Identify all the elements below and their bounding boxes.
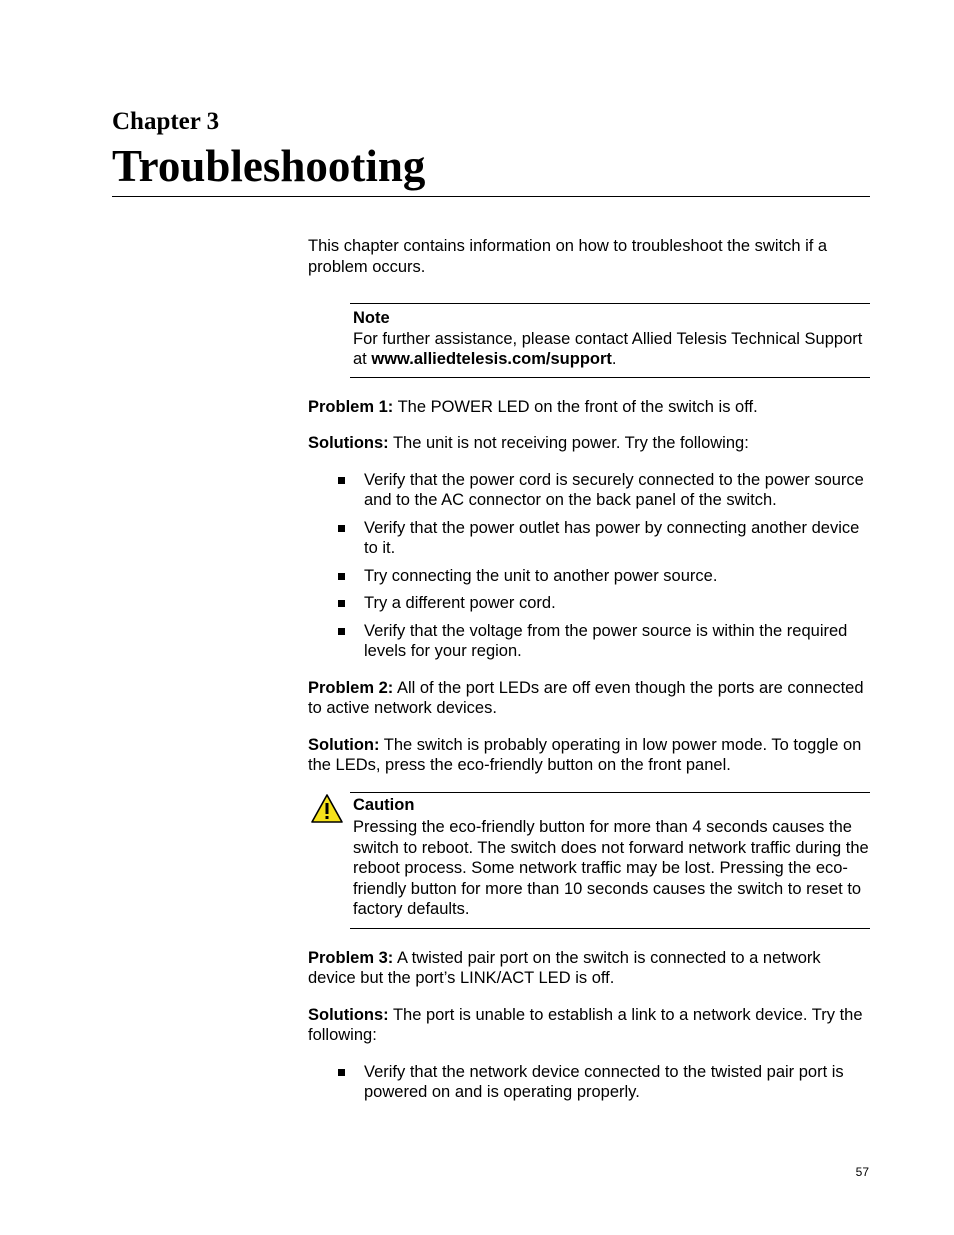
problem-1-bullets (308, 470, 870, 662)
problem-1 (308, 397, 870, 418)
chapter-label: Chapter 3 (112, 108, 220, 135)
problem-3-solution-text: The port is unable to establish a link to a network device. Try the following: (308, 1005, 863, 1044)
note-text-after: . (611, 350, 617, 368)
problem-1-solution-label: Solutions: (308, 434, 389, 452)
list-item-text: Verify that the power cord is securely connected to the power source and to the AC connector on the back panel of the switch. (364, 470, 864, 509)
list-item-text: Verify that the network device connected to the twisted pair port is powered on and is operating properly. (364, 1062, 844, 1101)
list-item (308, 621, 870, 662)
problem-3-text: A twisted pair port on the switch is connected to a network device but the port’s LINK/ACT LED is off. (308, 948, 821, 987)
problem-3-label: Problem 3: (308, 948, 394, 967)
note-title: Note (353, 309, 390, 327)
problem-2 (308, 678, 870, 719)
bullet-square-icon (338, 573, 345, 580)
problem-3-solution (308, 1005, 870, 1046)
list-item-text: Try a different power cord. (364, 594, 556, 612)
list-item (308, 593, 870, 614)
bullet-square-icon (338, 1069, 345, 1076)
list-item (308, 566, 870, 587)
problem-2-text: All of the port LEDs are off even though the ports are connected to active network devices. (308, 678, 864, 717)
problem-1-label: Problem 1: (308, 397, 394, 416)
problem-3-solution-label: Solutions: (308, 1005, 389, 1024)
intro-paragraph: This chapter contains information on how to troubleshoot the switch if a problem occurs. (308, 237, 828, 276)
list-item (308, 470, 870, 511)
bullet-square-icon (338, 525, 345, 532)
page-number: 57 (855, 1165, 869, 1179)
problem-3 (308, 948, 870, 989)
support-link[interactable]: www.alliedtelesis.com/support (371, 350, 612, 368)
problem-2-solution-label: Solution: (308, 735, 380, 754)
list-item (308, 518, 870, 559)
list-item-text: Verify that the voltage from the power source is within the required levels for your region. (364, 621, 848, 660)
list-item-text: Verify that the power outlet has power by connecting another device to it. (364, 518, 860, 557)
problem-3-bullets (308, 1062, 870, 1103)
problem-1-solution-text: The unit is not receiving power. Try the following: (388, 434, 749, 452)
caution-block (308, 792, 870, 929)
bullet-square-icon (338, 477, 345, 484)
warning-triangle-icon (310, 793, 344, 824)
note-box (350, 303, 870, 378)
caution-text: Pressing the eco-friendly button for more than 4 seconds causes the switch to reboot. The switch does not forward network traffic during the reboot process. Some network traffic may be lost. Pressing the eco-friendly button for more than 10 seconds causes the switch to reset to factory defaults. (353, 818, 869, 918)
problem-1-solution (308, 433, 870, 454)
list-item-text: Try connecting the unit to another power source. (364, 566, 718, 585)
chapter-title: Troubleshooting (112, 141, 426, 191)
list-item (308, 1062, 870, 1103)
bullet-square-icon (338, 600, 345, 607)
caution-box (350, 792, 870, 929)
title-rule (112, 196, 870, 197)
problem-2-solution (308, 735, 870, 776)
caution-title: Caution (353, 795, 415, 814)
note-text (353, 329, 870, 370)
body-content (308, 236, 870, 1119)
note-text-before: For further assistance, please contact Allied Telesis Technical Support at (353, 329, 863, 368)
problem-1-text: The POWER LED on the front of the switch is off. (393, 397, 758, 416)
problem-2-solution-text: The switch is probably operating in low power mode. To toggle on the LEDs, press the eco-friendly button on the front panel. (308, 735, 862, 774)
problem-2-label: Problem 2: (308, 678, 394, 697)
bullet-square-icon (338, 628, 345, 635)
